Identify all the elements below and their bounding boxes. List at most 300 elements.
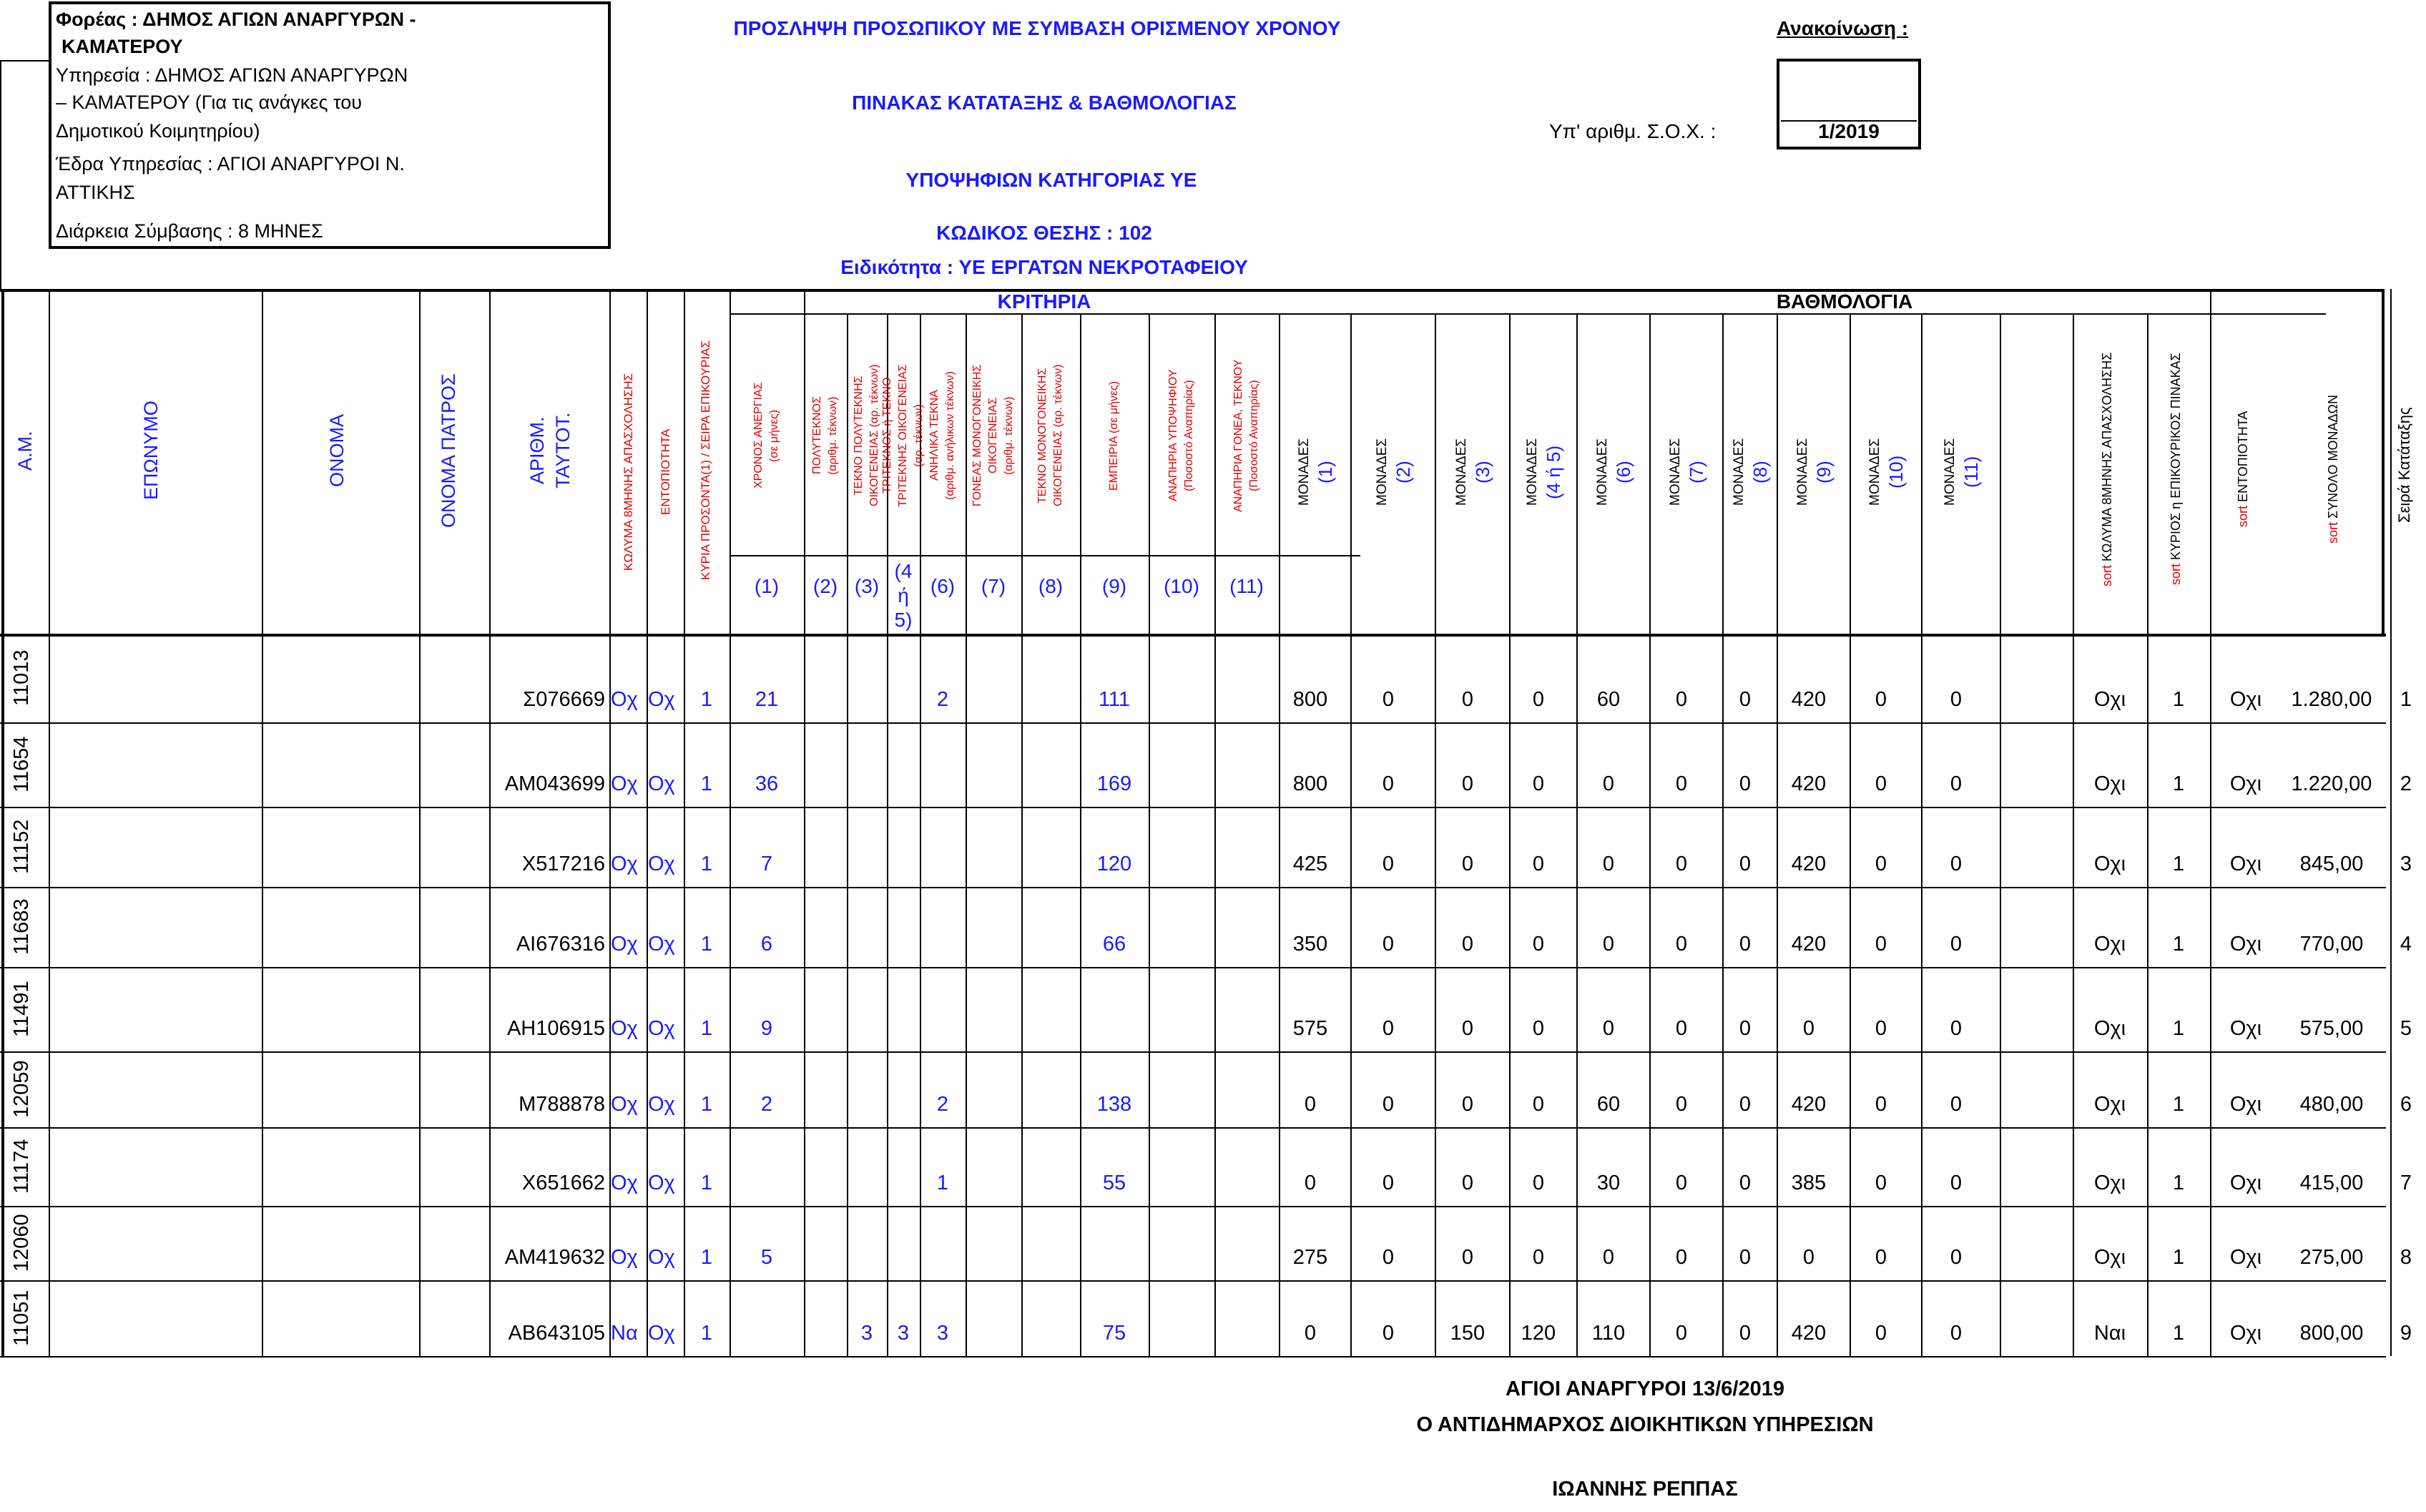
header-am: Α.Μ.: [14, 431, 36, 471]
row-entopiotita: Οχ: [648, 1017, 675, 1040]
header-kyria: ΚΥΡΙΑ ΠΡΟΣΟΝΤΑ(1) / ΣΕΙΡΑ ΕΠΙΚΟΥΡΙΑΣ: [699, 340, 712, 581]
column-divider: [262, 289, 263, 1356]
row-monades-value: 0: [1950, 1322, 1963, 1345]
row-total: 770,00: [2299, 933, 2364, 956]
column-divider: [1509, 313, 1511, 1356]
announcement-label: Ανακοίνωση :: [1777, 17, 1909, 39]
row-kyria: 1: [700, 1017, 713, 1040]
criterion-header-label: (αριθμ. τέκνων): [827, 396, 839, 475]
row-entopiotita: Οχ: [648, 772, 675, 795]
sort-header-synolo: [2326, 312, 2346, 627]
row-monades-value: 0: [1950, 1246, 1963, 1269]
row-monades-value: 420: [1791, 688, 1827, 711]
column-divider: [1149, 313, 1150, 1356]
row-sort-kolyma: Οχι: [2093, 1246, 2126, 1269]
row-monades-value: 0: [1382, 1172, 1395, 1194]
criterion-number: (4 ή 5): [894, 560, 913, 631]
row-criterion-value: 3: [860, 1322, 873, 1345]
row-monades-value: 0: [1675, 1017, 1688, 1040]
sort-marker: sort: [2326, 521, 2340, 544]
row-monades-value: 60: [1596, 1093, 1621, 1116]
criterion-number: (10): [1164, 575, 1199, 597]
monades-header-word: ΜΟΝΑΔΕΣ: [1595, 438, 1610, 506]
row-monades-value: 0: [1675, 1246, 1688, 1269]
row-monades-value: 420: [1791, 933, 1827, 956]
row-monades-value: 0: [1950, 1017, 1963, 1040]
monades-header-number: (10): [1885, 455, 1907, 489]
criterion-header-label: (Ποσοστό Αναπηρίας): [1248, 380, 1260, 491]
row-monades-value: 385: [1791, 1172, 1827, 1194]
row-monades-value: 575: [1292, 1017, 1328, 1040]
row-rank: 5: [2400, 1017, 2412, 1040]
row-sort-entopiotita: Οχι: [2229, 1246, 2262, 1269]
criterion-header-label: ΕΜΠΕΙΡΙΑ (σε μήνες): [1108, 381, 1120, 491]
row-criterion-value: 2: [936, 688, 949, 711]
row-monades-value: 0: [1461, 1017, 1474, 1040]
criterion-number: (9): [1101, 575, 1127, 597]
column-divider: [1021, 313, 1023, 1356]
row-monades-value: 0: [1382, 1093, 1395, 1116]
edra-line-1: Έδρα Υπηρεσίας : ΑΓΙΟΙ ΑΝΑΡΓΥΡΟΙ Ν.: [56, 153, 405, 175]
row-rank: 6: [2400, 1093, 2412, 1116]
row-kyria: 1: [700, 1246, 713, 1269]
ypiresia-line-1: Υπηρεσία : ΔΗΜΟΣ ΑΓΙΩΝ ΑΝΑΡΓΥΡΩΝ: [56, 64, 408, 86]
column-divider: [847, 313, 848, 1356]
row-monades-value: 0: [1461, 772, 1474, 795]
row-rank: 4: [2400, 933, 2412, 956]
title-4: ΚΩΔΙΚΟΣ ΘΕΣΗΣ : 102: [936, 222, 1152, 244]
row-monades-value: 0: [1875, 1093, 1887, 1116]
title-1: ΠΡΟΣΛΗΨΗ ΠΡΟΣΩΠΙΚΟΥ ΜΕ ΣΥΜΒΑΣΗ ΟΡΙΣΜΕΝΟΥ ΧΡΟΝΟΥ: [733, 17, 1341, 39]
row-monades-value: 0: [1532, 1093, 1545, 1116]
header-number-divider: [730, 555, 1360, 556]
row-am: 11683: [10, 898, 33, 956]
row-kolyma: Οχ: [611, 772, 638, 795]
row-kyria: 1: [700, 853, 713, 875]
criterion-header-label: ΤΡΙΤΕΚΝΗΣ ΟΙΚΟΓΕΝΕΙΑΣ: [897, 364, 909, 507]
row-monades-value: 0: [1739, 933, 1752, 956]
row-id-number: ΑΜ043699: [504, 772, 605, 795]
column-divider: [730, 289, 731, 1356]
bracket-line: [0, 60, 49, 62]
row-monades-value: 60: [1596, 688, 1621, 711]
row-monades-value: 0: [1950, 933, 1963, 956]
row-kolyma: Οχ: [611, 1093, 638, 1116]
row-criterion-value: 169: [1096, 772, 1132, 795]
sox-label: Υπ' αριθμ. Σ.Ο.Χ. :: [1549, 120, 1717, 142]
table-border-right: [2382, 289, 2385, 634]
row-sort-kolyma: Οχι: [2093, 1172, 2126, 1194]
criterion-number: (7): [981, 575, 1006, 597]
row-monades-value: 420: [1791, 772, 1827, 795]
monades-header-word: ΜΟΝΑΔΕΣ: [1525, 438, 1540, 506]
row-monades-value: 0: [1382, 853, 1395, 875]
row-kyria: 1: [700, 933, 713, 956]
header-eponymo: ΕΠΩΝΥΜΟ: [140, 401, 162, 501]
row-monades-value: 0: [1875, 772, 1887, 795]
header-seira: Σειρά Κατάταξης: [2395, 407, 2413, 523]
row-monades-value: 0: [1739, 1017, 1752, 1040]
row-entopiotita: Οχ: [648, 933, 675, 956]
row-divider: [0, 887, 2386, 888]
row-criterion-value: 9: [760, 1017, 773, 1040]
row-monades-value: 0: [1875, 1017, 1887, 1040]
monades-header-number: (8): [1749, 461, 1771, 483]
row-monades-value: 0: [1304, 1093, 1317, 1116]
sort-header-kyrios: [2169, 312, 2189, 627]
monades-header-word: ΜΟΝΑΔΕΣ: [1454, 438, 1469, 506]
criterion-number: (3): [854, 575, 880, 597]
criterion-header-label: ΧΡΟΝΟΣ ΑΝΕΡΓΙΑΣ: [752, 382, 765, 489]
table-header-bottom: [0, 634, 2386, 637]
row-am: 11013: [10, 649, 33, 707]
row-rank: 9: [2400, 1322, 2412, 1345]
criterion-number: (6): [930, 575, 956, 597]
criterion-header-label: (αριθμ. τέκνων): [1003, 396, 1015, 475]
row-sort-kyrios: 1: [2172, 688, 2185, 711]
title-2: ΠΙΝΑΚΑΣ ΚΑΤΑΤΑΞΗΣ & ΒΑΘΜΟΛΟΓΙΑΣ: [852, 92, 1237, 114]
row-kolyma: Οχ: [611, 933, 638, 956]
foreas-line-2: ΚΑΜΑΤΕΡΟΥ: [62, 36, 183, 57]
row-kolyma: Οχ: [611, 688, 638, 711]
row-divider: [0, 1127, 2386, 1129]
row-divider: [0, 807, 2386, 808]
row-monades-value: 0: [1675, 933, 1688, 956]
row-sort-entopiotita: Οχι: [2229, 933, 2262, 956]
row-divider: [0, 967, 2386, 968]
row-sort-entopiotita: Οχι: [2229, 772, 2262, 795]
row-criterion-value: 2: [760, 1093, 773, 1116]
row-criterion-value: 21: [755, 688, 779, 711]
edra-line-2: ΑΤΤΙΚΗΣ: [56, 182, 135, 203]
sort-header-entopiotita: [2236, 312, 2256, 627]
column-divider: [1850, 313, 1851, 1356]
row-monades-value: 0: [1382, 772, 1395, 795]
column-divider: [1576, 313, 1578, 1356]
row-monades-value: 0: [1532, 1017, 1545, 1040]
row-id-number: Σ076669: [523, 688, 605, 711]
title-5: Ειδικότητα : ΥΕ ΕΡΓΑΤΩΝ ΝΕΚΡΟΤΑΦΕΙΟΥ: [840, 256, 1248, 278]
row-rank: 2: [2400, 772, 2412, 795]
footer-place-date: ΑΓΙΟΙ ΑΝΑΡΓΥΡΟΙ 13/6/2019: [1506, 1378, 1784, 1400]
header-entopiotita: ΕΝΤΟΠΙΟΤΗΤΑ: [659, 428, 672, 516]
column-divider: [419, 289, 421, 1356]
row-divider: [0, 1051, 2386, 1053]
sort-header-kolyma: [2100, 312, 2120, 627]
row-monades-value: 0: [1739, 1246, 1752, 1269]
row-monades-value: 0: [1532, 1172, 1545, 1194]
criterion-number: (11): [1229, 575, 1264, 597]
row-kolyma: Οχ: [611, 1017, 638, 1040]
header-vathmologia: ΒΑΘΜΟΛΟΓΙΑ: [1776, 290, 1913, 313]
row-sort-entopiotita: Οχι: [2229, 1093, 2262, 1116]
row-rank: 1: [2400, 688, 2412, 711]
row-criterion-value: 120: [1096, 853, 1132, 875]
bracket-line: [0, 60, 1, 289]
row-criterion-value: 111: [1098, 688, 1131, 711]
row-sort-entopiotita: Οχι: [2229, 1017, 2262, 1040]
row-criterion-value: 138: [1096, 1093, 1132, 1116]
row-monades-value: 0: [1950, 853, 1963, 875]
row-am: 11174: [10, 1139, 33, 1194]
row-sort-kyrios: 1: [2172, 1322, 2185, 1345]
row-sort-entopiotita: Οχι: [2229, 853, 2262, 875]
row-criterion-value: 3: [936, 1322, 949, 1345]
monades-header-number: (4 ή 5): [1543, 445, 1564, 499]
criterion-header-label: (αριθμ. ανήλικων τέκνων): [944, 371, 956, 500]
row-total: 1.280,00: [2291, 688, 2372, 711]
column-divider: [49, 289, 50, 1356]
monades-header-number: (11): [1960, 456, 1982, 489]
row-monades-value: 0: [1875, 933, 1887, 956]
row-total: 800,00: [2299, 1322, 2364, 1345]
column-divider: [966, 313, 967, 1356]
header-arith-taut-2: ΤΑΥΤΟΤ.: [552, 412, 574, 489]
monades-header-word: ΜΟΝΑΔΕΣ: [1943, 438, 1958, 506]
foreas-line: Φορέας : ΔΗΜΟΣ ΑΓΙΩΝ ΑΝΑΡΓΥΡΩΝ -: [56, 9, 416, 30]
row-criterion-value: 7: [760, 853, 773, 875]
row-monades-value: 0: [1875, 853, 1887, 875]
row-id-number: ΑΜ419632: [504, 1246, 605, 1269]
row-sort-kyrios: 1: [2172, 1172, 2185, 1194]
row-sort-kolyma: Οχι: [2093, 1017, 2126, 1040]
row-sort-kolyma: Οχι: [2093, 1093, 2126, 1116]
row-monades-value: 0: [1602, 1246, 1615, 1269]
row-monades-value: 420: [1791, 1322, 1827, 1345]
row-id-number: ΑΙ676316: [516, 933, 605, 956]
row-criterion-value: 5: [760, 1246, 773, 1269]
monades-header-word: ΜΟΝΑΔΕΣ: [1668, 438, 1683, 506]
row-id-number: ΑΒ643105: [508, 1322, 605, 1345]
title-3: ΥΠΟΨΗΦΙΩΝ ΚΑΤΗΓΟΡΙΑΣ ΥΕ: [905, 169, 1197, 191]
footer-signatory: ΙΩΑΝΝΗΣ ΡΕΠΠΑΣ: [1552, 1478, 1738, 1501]
row-kolyma: Οχ: [611, 1172, 638, 1194]
row-monades-value: 0: [1875, 688, 1887, 711]
row-am: 11152: [10, 819, 33, 875]
header-group-divider: [730, 313, 2326, 315]
row-kolyma: Οχ: [611, 853, 638, 875]
row-entopiotita: Οχ: [648, 1093, 675, 1116]
footer-role: Ο ΑΝΤΙΔΗΜΑΡΧΟΣ ΔΙΟΙΚΗΤΙΚΩΝ ΥΠΗΡΕΣΙΩΝ: [1416, 1413, 1874, 1436]
column-divider: [2073, 313, 2074, 1356]
row-monades-value: 0: [1675, 1172, 1688, 1194]
criterion-header-label: ΤΡΙΤΕΚΝΟΣ ή ΤΕΚΝΟ: [881, 377, 893, 494]
row-kyria: 1: [700, 1322, 713, 1345]
row-monades-value: 0: [1461, 1246, 1474, 1269]
monades-header-number: (7): [1686, 461, 1707, 483]
column-divider: [1777, 313, 1778, 1356]
row-monades-value: 0: [1950, 1093, 1963, 1116]
row-sort-kyrios: 1: [2172, 1017, 2185, 1040]
monades-header-number: (3): [1472, 461, 1493, 483]
header-onoma-patros: ΟΝΟΜΑ ΠΑΤΡΟΣ: [438, 373, 459, 528]
column-divider: [1649, 313, 1651, 1356]
row-am: 12059: [10, 1060, 33, 1119]
row-sort-kolyma: Οχι: [2093, 772, 2126, 795]
row-monades-value: 0: [1875, 1246, 1887, 1269]
row-monades-value: 0: [1382, 933, 1395, 956]
row-total: 415,00: [2299, 1172, 2364, 1194]
column-divider: [609, 289, 611, 1356]
column-divider: [2210, 289, 2211, 1356]
row-kyria: 1: [700, 772, 713, 795]
row-monades-value: 0: [1739, 853, 1752, 875]
row-monades-value: 420: [1791, 853, 1827, 875]
row-monades-value: 0: [1382, 1322, 1395, 1345]
row-entopiotita: Οχ: [648, 853, 675, 875]
row-criterion-value: 2: [936, 1093, 949, 1116]
row-sort-kolyma: Οχι: [2093, 933, 2126, 956]
sox-value: 1/2019: [1818, 120, 1880, 142]
criterion-header-label: (σε μήνες): [768, 409, 780, 462]
row-monades-value: 275: [1292, 1246, 1328, 1269]
row-monades-value: 0: [1739, 1093, 1752, 1116]
row-id-number: Χ651662: [521, 1172, 605, 1194]
row-divider: [0, 1206, 2386, 1207]
sort-header-label: ΣΥΝΟΛΟ ΜΟΝΑΔΩΝ: [2326, 395, 2340, 519]
row-monades-value: 0: [1802, 1017, 1815, 1040]
monades-header-number: (9): [1813, 461, 1835, 483]
row-monades-value: 0: [1802, 1246, 1815, 1269]
row-monades-value: 0: [1461, 933, 1474, 956]
row-sort-kyrios: 1: [2172, 853, 2185, 875]
row-monades-value: 0: [1739, 1322, 1752, 1345]
criterion-header-label: ΟΙΚΟΓΕΝΕΙΑΣ: [987, 397, 999, 474]
monades-header-number: (2): [1393, 461, 1414, 483]
row-monades-value: 0: [1739, 1172, 1752, 1194]
diarkeia-line: Διάρκεια Σύμβασης : 8 ΜΗΝΕΣ: [56, 220, 323, 242]
row-monades-value: 0: [1532, 933, 1545, 956]
monades-header-word: ΜΟΝΑΔΕΣ: [1732, 438, 1747, 506]
monades-header-number: (6): [1613, 461, 1634, 483]
sort-marker: sort: [2236, 506, 2250, 528]
row-total: 1.220,00: [2291, 772, 2372, 795]
sort-header-label: ΚΥΡΙΟΣ η ΕΠΙΚΟΥΡΙΚΟΣ ΠΙΝΑΚΑΣ: [2169, 353, 2183, 561]
row-sort-kyrios: 1: [2172, 1246, 2185, 1269]
row-sort-kolyma: Ναι: [2093, 1322, 2126, 1345]
row-monades-value: 0: [1675, 853, 1688, 875]
row-monades-value: 0: [1461, 688, 1474, 711]
row-am: 12060: [10, 1214, 33, 1272]
row-monades-value: 30: [1596, 1172, 1621, 1194]
column-divider: [2147, 313, 2148, 1356]
criterion-header-label: ΑΝΑΠΗΡΙΑ ΓΟΝΕΑ, ΤΕΚΝΟΥ: [1232, 359, 1244, 512]
row-id-number: Χ517216: [521, 853, 605, 875]
row-entopiotita: Οχ: [648, 1246, 675, 1269]
sort-header-label: ΚΩΛΥΜΑ 8ΜΗΝΗΣ ΑΠΑΣΧΟΛΗΣΗΣ: [2100, 352, 2114, 561]
row-rank: 3: [2400, 853, 2412, 875]
criterion-number: (8): [1038, 575, 1064, 597]
row-monades-value: 0: [1461, 1172, 1474, 1194]
row-monades-value: 0: [1602, 933, 1615, 956]
criterion-header-label: (Ποσοστό Αναπηρίας): [1183, 380, 1195, 491]
criterion-number: (1): [754, 575, 780, 597]
row-monades-value: 0: [1950, 772, 1963, 795]
row-id-number: Μ788878: [519, 1093, 605, 1116]
row-monades-value: 0: [1950, 1172, 1963, 1194]
row-monades-value: 0: [1602, 772, 1615, 795]
row-criterion-value: 6: [760, 933, 773, 956]
row-divider: [0, 1356, 2386, 1358]
column-divider: [1921, 313, 1922, 1356]
column-divider: [2000, 313, 2001, 1356]
row-monades-value: 800: [1292, 688, 1328, 711]
criterion-header-label: ΟΙΚΟΓΕΝΕΙΑΣ (αρ. τέκνων): [868, 364, 880, 507]
criterion-number: (2): [812, 575, 838, 597]
row-total: 845,00: [2299, 853, 2364, 875]
column-divider: [684, 289, 685, 1356]
row-monades-value: 0: [1382, 1246, 1395, 1269]
row-criterion-value: 3: [897, 1322, 910, 1345]
row-sort-kyrios: 1: [2172, 933, 2185, 956]
row-monades-value: 150: [1450, 1322, 1485, 1345]
criterion-header-label: ΤΕΚΝΟ ΜΟΝΟΓΟΝΕΙΚΗΣ: [1036, 368, 1049, 504]
row-monades-value: 0: [1675, 1322, 1688, 1345]
column-divider: [1214, 313, 1216, 1356]
row-monades-value: 0: [1875, 1172, 1887, 1194]
row-monades-value: 800: [1292, 772, 1328, 795]
row-kyria: 1: [700, 1093, 713, 1116]
row-sort-entopiotita: Οχι: [2229, 688, 2262, 711]
column-divider: [1080, 313, 1081, 1356]
row-kyria: 1: [700, 1172, 713, 1194]
row-monades-value: 0: [1675, 1093, 1688, 1116]
row-monades-value: 0: [1304, 1172, 1317, 1194]
row-entopiotita: Οχ: [648, 688, 675, 711]
row-total: 480,00: [2299, 1093, 2364, 1116]
header-onoma: ΟΝΟΜΑ: [326, 414, 348, 488]
row-divider: [0, 722, 2386, 724]
header-arith-taut-1: ΑΡΙΘΜ.: [526, 416, 548, 485]
row-criterion-value: 1: [936, 1172, 949, 1194]
row-monades-value: 420: [1791, 1093, 1827, 1116]
row-sort-entopiotita: Οχι: [2229, 1322, 2262, 1345]
row-kolyma: Οχ: [611, 1246, 638, 1269]
row-monades-value: 0: [1675, 688, 1688, 711]
row-monades-value: 0: [1602, 853, 1615, 875]
ypiresia-line-3: Δημοτικού Κοιμητηρίου): [56, 120, 260, 142]
row-monades-value: 0: [1304, 1322, 1317, 1345]
row-entopiotita: Οχ: [648, 1172, 675, 1194]
ypiresia-line-2: – ΚΑΜΑΤΕΡΟΥ (Για τις ανάγκες του: [56, 92, 363, 113]
row-criterion-value: 66: [1102, 933, 1126, 956]
column-divider: [1350, 313, 1352, 1356]
row-monades-value: 0: [1739, 772, 1752, 795]
row-sort-kolyma: Οχι: [2093, 688, 2126, 711]
criterion-header-label: ΤΕΚΝΟ ΠΟΛΥΤΕΚΝΗΣ: [853, 375, 865, 496]
criterion-header-label: ΠΟΛΥΤΕΚΝΟΣ: [811, 396, 823, 475]
row-monades-value: 0: [1461, 1093, 1474, 1116]
row-monades-value: 0: [1739, 688, 1752, 711]
monades-header-word: ΜΟΝΑΔΕΣ: [1795, 438, 1810, 506]
criterion-header-label: ΑΝΑΠΗΡΙΑ ΥΠΟΨΗΦΙΟΥ: [1167, 369, 1179, 502]
row-total: 275,00: [2299, 1246, 2364, 1269]
column-divider: [1435, 313, 1436, 1356]
row-sort-kyrios: 1: [2172, 1093, 2185, 1116]
sort-marker: sort: [2100, 564, 2114, 586]
row-monades-value: 0: [1950, 688, 1963, 711]
row-criterion-value: 75: [1102, 1322, 1126, 1345]
row-am: 11051: [10, 1290, 33, 1347]
column-divider: [647, 289, 648, 1356]
row-rank: 7: [2400, 1172, 2412, 1194]
sort-header-label: ΕΝΤΟΠΙΟΤΗΤΑ: [2236, 411, 2250, 503]
criterion-header-label: ΟΙΚΟΓΕΝΕΙΑΣ (αρ. τέκνων): [1052, 364, 1064, 507]
row-monades-value: 0: [1532, 1246, 1545, 1269]
row-monades-value: 120: [1521, 1322, 1556, 1345]
column-divider: [1279, 313, 1280, 1356]
row-kolyma: Να: [611, 1322, 638, 1345]
